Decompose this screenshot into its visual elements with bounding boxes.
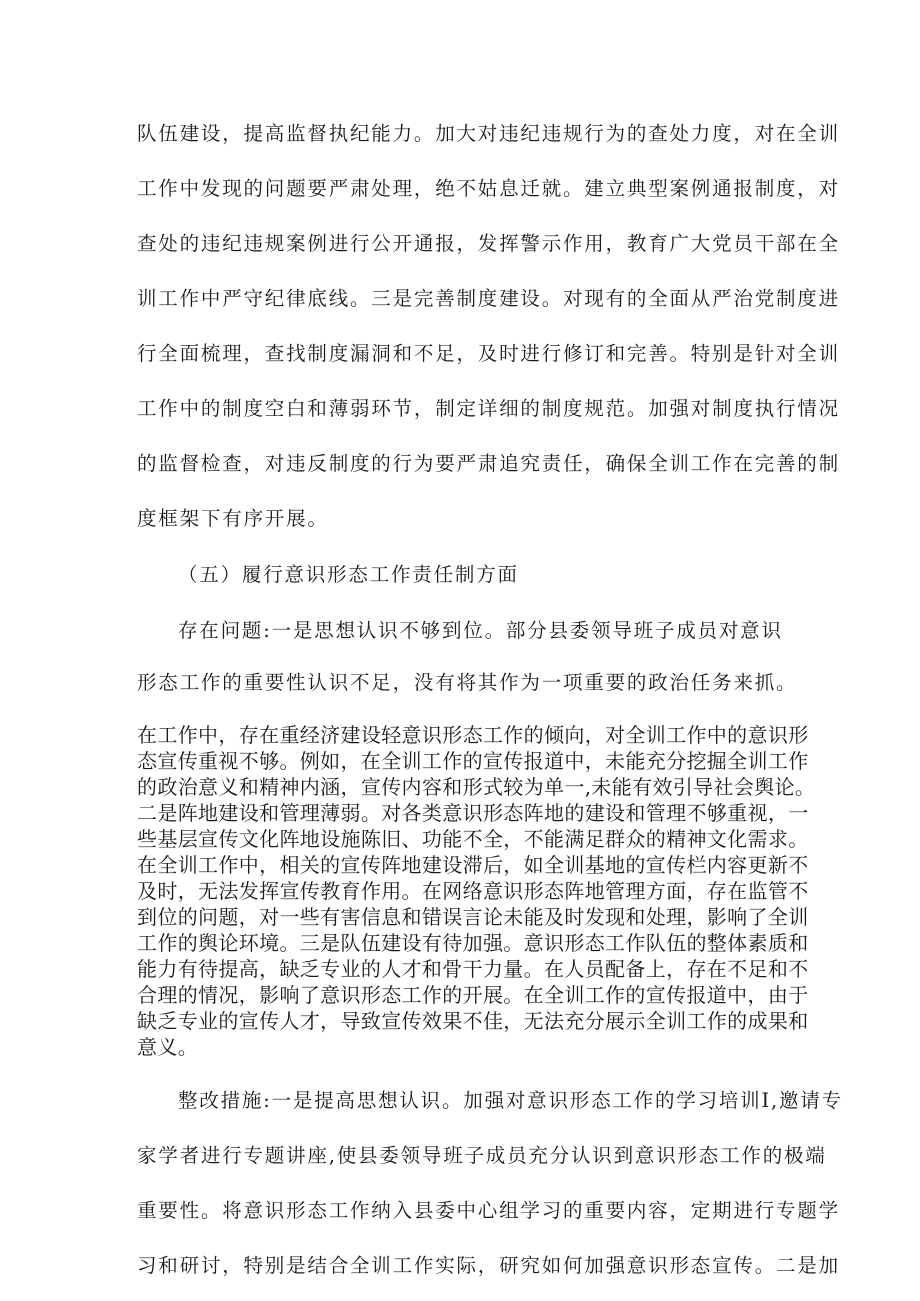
text-line: 家学者进行专题讲座,使县委领导班子成员充分认识到意识形态工作的极端 bbox=[137, 1144, 827, 1167]
text-line: 整改措施:一是提高思想认识。加强对意识形态工作的学习培训I,邀请专 bbox=[178, 1089, 843, 1112]
text-line: 到位的问题，对一些有害信息和错误言论未能及时发现和处理，影响了全训 bbox=[137, 905, 809, 929]
text-line: 意义。 bbox=[137, 1035, 199, 1059]
text-line: 缺乏专业的宣传人才，导致宣传效果不佳，无法充分展示全训工作的成果和 bbox=[137, 1009, 809, 1033]
text-line: 在工作中，存在重经济建设轻意识形态工作的倾向，对全训工作中的意识形 bbox=[137, 723, 809, 747]
text-line: 态宣传重视不够。例如，在全训工作的宣传报道中，未能充分挖掘全训工作 bbox=[137, 749, 809, 773]
text-line: 训工作中严守纪律底线。三是完善制度建设。对现有的全面从严治党制度进 bbox=[137, 287, 840, 310]
text-line: 二是阵地建设和管理薄弱。对各类意识形态阵地的建设和管理不够重视，一 bbox=[137, 801, 809, 825]
text-line: 及时，无法发挥宣传教育作用。在网络意识形态阵地管理方面，存在监管不 bbox=[137, 879, 809, 903]
text-line: 能力有待提高，缺乏专业的人才和骨干力量。在人员配备上，存在不足和不 bbox=[137, 957, 809, 981]
section-heading: （五）履行意识形态工作责任制方面 bbox=[178, 563, 519, 586]
text-line: 的监督检查，对违反制度的行为要严肃追究责任，确保全训工作在完善的制 bbox=[137, 452, 840, 475]
text-line: 工作的舆论环境。三是队伍建设有待加强。意识形态工作队伍的整体素质和 bbox=[137, 931, 809, 955]
text-line: 形态工作的重要性认识不足，没有将其作为一项重要的政治任务来抓。 bbox=[137, 671, 798, 694]
text-line: 工作中的制度空白和薄弱环节，制定详细的制度规范。加强对制度执行情况 bbox=[137, 397, 840, 420]
text-line: 合理的情况，影响了意识形态工作的开展。在全训工作的宣传报道中，由于 bbox=[137, 983, 809, 1007]
text-line: 存在问题:一是思想认识不够到位。部分县委领导班子成员对意识 bbox=[178, 619, 783, 642]
text-line: 重要性。将意识形态工作纳入县委中心组学习的重要内容，定期进行专题学 bbox=[137, 1199, 840, 1222]
text-line: 在全训工作中，相关的宣传阵地建设滞后，如全训基地的宣传栏内容更新不 bbox=[137, 853, 809, 877]
text-line: 度框架下有序开展。 bbox=[137, 507, 329, 530]
text-line: 行全面梳理，查找制度漏洞和不足，及时进行修订和完善。特别是针对全训 bbox=[137, 342, 840, 365]
text-line: 队伍建设，提高监督执纪能力。加大对违纪违规行为的查处力度，对在全训 bbox=[137, 122, 840, 145]
text-line: 的政治意义和精神内涵，宣传内容和形式较为单一,未能有效引导社会舆论。 bbox=[137, 775, 816, 799]
text-line: 些基层宣传文化阵地设施陈旧、功能不全，不能满足群众的精神文化需求。 bbox=[137, 827, 809, 851]
text-line: 工作中发现的问题要严肃处理，绝不姑息迁就。建立典型案例通报制度，对 bbox=[137, 177, 840, 200]
text-line: 查处的违纪违规案例进行公开通报，发挥警示作用，教育广大党员干部在全 bbox=[137, 232, 840, 255]
text-line: 习和研讨，特别是结合全训工作实际，研究如何加强意识形态宣传。二是加 bbox=[137, 1254, 840, 1277]
